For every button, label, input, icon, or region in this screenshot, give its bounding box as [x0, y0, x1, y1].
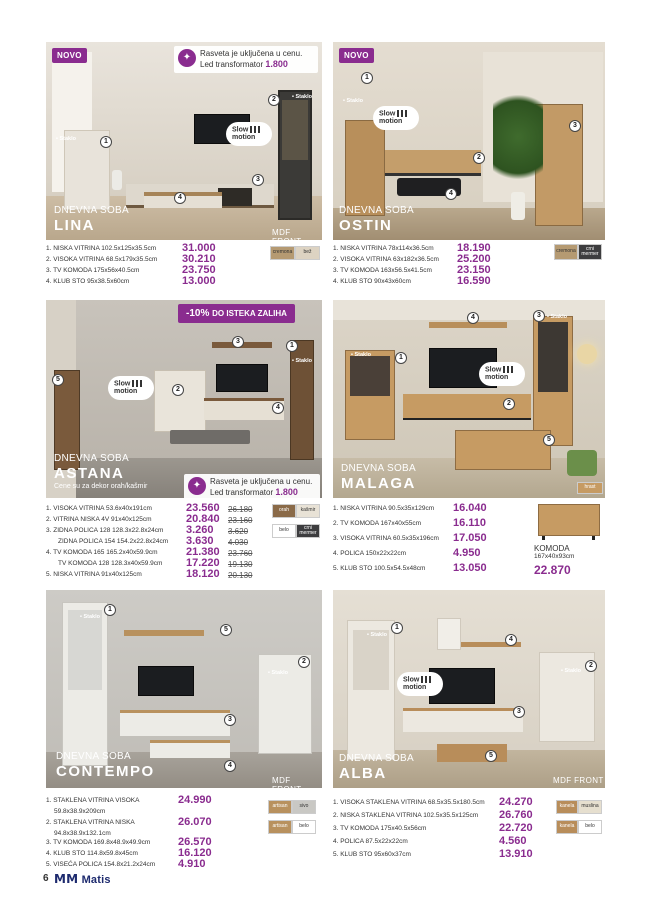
lighting-line1: Rasveta je uključena u cenu. — [200, 49, 303, 58]
marker-3: 3 — [569, 120, 581, 132]
marker-3: 3 — [513, 706, 525, 718]
list-item: 2. STAKLENA VITRINA NISKA 26.070 — [46, 816, 212, 828]
komoda-name: KOMODA — [534, 544, 570, 553]
page-number: 6 — [43, 873, 49, 884]
marker-5: 5 — [543, 434, 555, 446]
room-title — [341, 464, 416, 491]
mdf-front-label: MDF FRONT — [272, 228, 302, 246]
swatch: belo — [272, 524, 296, 538]
room-name: ASTANA — [54, 465, 125, 482]
marker-1: 1 — [361, 72, 373, 84]
swatch: artisan — [268, 800, 292, 814]
list-item: 4. TV KOMODA 165 165.2x40x59.9cm 21.380 23.760 — [46, 546, 253, 558]
list-item: 1. VISOKA STAKLENA VITRINA 68.5x35.5x180.5cm 24.270 — [333, 796, 533, 808]
logo-text: Matis — [81, 874, 111, 886]
room-title — [56, 752, 155, 779]
marker-1: 1 — [104, 604, 116, 616]
swatch: crni mermer — [578, 244, 602, 260]
mdf-front-label: MDF FRONT — [272, 776, 302, 794]
swatch: sivo — [292, 800, 316, 814]
marker-4: 4 — [272, 402, 284, 414]
swatch: cremona — [554, 244, 578, 260]
ostin-panel — [333, 42, 605, 240]
swatch: bež — [295, 246, 320, 260]
swatch: hrast — [577, 482, 603, 494]
komoda-price: 22.870 — [534, 563, 571, 577]
swatch: kanela — [556, 800, 578, 814]
marker-2: 2 — [503, 398, 515, 410]
staklo-label: • Staklo — [367, 632, 387, 638]
malaga-panel — [333, 300, 605, 498]
lightbulb-icon: ✦ — [188, 477, 206, 495]
room-subtitle: DNEVNA SOBA — [339, 753, 414, 764]
malaga-price-list — [333, 504, 533, 575]
slow-motion-badge: Slow motion — [226, 122, 272, 146]
lighting-included-note: ✦ Rasveta je uključena u cenu. Led transformator 1.800 — [184, 474, 320, 501]
staklo-label: • Staklo — [56, 136, 76, 142]
swatch: muslina — [578, 800, 602, 814]
list-item: 5. KLUB STO 100.5x54.5x48cm 13.050 — [333, 562, 487, 574]
swatch: crni mermer — [296, 524, 320, 538]
list-item: 2. NISKA STAKLENA VITRINA 102.5x35.5x125cm 26.760 — [333, 809, 533, 821]
marker-4: 4 — [174, 192, 186, 204]
lighting-price: 1.800 — [265, 59, 288, 69]
list-item: 3. ZIDNA POLICA 128 128.3x22.8x24cm 3.260 3.620 — [46, 524, 249, 536]
contempo-panel — [46, 590, 322, 794]
marker-4: 4 — [505, 634, 517, 646]
marker-2: 2 — [585, 660, 597, 672]
list-item: 2. VISOKA VITRINA 63x182x36.5cm 25.200 — [333, 253, 491, 265]
slow-motion-badge: Slow motion — [373, 106, 419, 130]
list-item: 4. POLICA 150x22x22cm 4.950 — [333, 547, 481, 559]
discount-banner — [178, 304, 295, 323]
komoda-product — [534, 500, 606, 584]
list-item: 3. TV KOMODA 163x56.5x41.5cm 23.150 — [333, 264, 491, 276]
staklo-label: • Staklo — [561, 668, 581, 674]
marker-1: 1 — [391, 622, 403, 634]
mdf-front-label: MDF FRONT — [553, 776, 604, 785]
lina-panel — [46, 42, 322, 246]
room-subtitle: DNEVNA SOBA — [54, 453, 129, 464]
list-item: 3. TV KOMODA 169.8x48.9x49.9cm 26.570 — [46, 836, 212, 848]
staklo-label: • Staklo — [547, 314, 567, 320]
swatch: kašmir — [296, 504, 320, 518]
room-name: ALBA — [339, 765, 387, 782]
astana-panel — [46, 300, 322, 498]
room-name: LINA — [54, 217, 95, 234]
room-title — [54, 206, 129, 233]
marker-4: 4 — [467, 312, 479, 324]
list-item: 4. KLUB STO 114.8x59.8x45cm 16.120 — [46, 847, 212, 859]
room-note: Cene su za dekor orah/kašmir — [54, 483, 148, 490]
novo-badge: NOVO — [339, 48, 374, 63]
marker-3: 3 — [232, 336, 244, 348]
list-item: 5. VISEĆA POLICA 154.8x21.2x24cm 4.910 — [46, 858, 206, 870]
list-item: 5. NISKA VITRINA 91x40x125cm 18.120 20.130 — [46, 568, 253, 580]
marker-5: 5 — [52, 374, 64, 386]
list-item: 4. KLUB STO 90x43x60cm 16.590 — [333, 275, 491, 287]
slow-motion-icon — [397, 110, 407, 117]
list-item: 3. TV KOMODA 175x40.5x56cm 22.720 — [333, 822, 533, 834]
marker-3: 3 — [224, 714, 236, 726]
staklo-label: • Staklo — [343, 98, 363, 104]
lighting-included-note — [174, 46, 318, 73]
list-item: 4. POLICA 87.5x22x22cm 4.560 — [333, 835, 527, 847]
lightbulb-icon: ✦ — [178, 49, 196, 67]
room-name: CONTEMPO — [56, 763, 155, 780]
list-item: 2. VISOKA VITRINA 68.5x179x35.5cm 30.210 — [46, 253, 216, 265]
list-item: 59.8x38.9x209cm — [54, 808, 106, 815]
marker-2: 2 — [172, 384, 184, 396]
staklo-label: • Staklo — [268, 670, 288, 676]
matis-logo — [54, 872, 111, 886]
list-item: 1. NISKA VITRINA 90.5x35x129cm 16.040 — [333, 502, 487, 514]
list-item: TV KOMODA 128 128.3x40x59.9cm 17.220 19.130 — [58, 557, 253, 569]
slow-motion-icon — [132, 380, 142, 387]
staklo-label: • Staklo — [292, 94, 312, 100]
marker-5: 5 — [485, 750, 497, 762]
room-name: OSTIN — [339, 217, 393, 234]
alba-panel — [333, 590, 605, 788]
marker-5: 5 — [220, 624, 232, 636]
staklo-label: • Staklo — [351, 352, 371, 358]
list-item: 1. STAKLENA VITRINA VISOKA 24.990 — [46, 794, 212, 806]
swatch: cremona — [270, 246, 295, 260]
list-item: 2. VITRINA NISKA 4V 91x40x125cm 20.840 23.160 — [46, 513, 253, 525]
slow-motion-badge: Slow motion — [108, 376, 154, 400]
marker-1: 1 — [286, 340, 298, 352]
list-item: 2. TV KOMODA 167x40x55cm 16.110 — [333, 517, 487, 529]
list-item: 5. KLUB STO 95x60x37cm 13.910 — [333, 848, 533, 860]
lighting-line2: Led transformator — [200, 60, 264, 69]
room-subtitle: DNEVNA SOBA — [54, 205, 129, 216]
list-item: 94.8x38.9x132.1cm — [54, 830, 111, 837]
discount-percent: -10% — [186, 308, 210, 319]
swatch: belo — [292, 820, 316, 834]
list-item: 3. VISOKA VITRINA 60.5x35x196cm 17.050 — [333, 532, 487, 544]
marker-4: 4 — [224, 760, 236, 772]
komoda-dims: 167x40x93cm — [534, 553, 575, 560]
room-title — [339, 206, 414, 233]
list-item: 3. TV KOMODA 175x56x40.5cm 23.750 — [46, 264, 216, 276]
marker-2: 2 — [473, 152, 485, 164]
room-title — [339, 754, 414, 781]
matis-logo-icon: ⅯⅯ — [54, 872, 79, 886]
marker-3: 3 — [252, 174, 264, 186]
slow-motion-icon — [250, 126, 260, 133]
marker-1: 1 — [100, 136, 112, 148]
room-subtitle: DNEVNA SOBA — [341, 463, 416, 474]
slow-motion-badge: Slow motion — [479, 362, 525, 386]
list-item: 1. NISKA VITRINA 78x114x36.5cm 18.190 — [333, 242, 491, 254]
room-subtitle: DNEVNA SOBA — [56, 751, 131, 762]
staklo-label: • Staklo — [292, 358, 312, 364]
room-name: MALAGA — [341, 475, 416, 492]
swatch: orah — [272, 504, 296, 518]
komoda-image — [538, 504, 600, 536]
swatch: artisan — [268, 820, 292, 834]
swatch: belo — [578, 820, 602, 834]
marker-2: 2 — [268, 94, 280, 106]
swatch: kanela — [556, 820, 578, 834]
discount-text: DO ISTEKA ZALIHA — [212, 309, 287, 318]
list-item: 4. KLUB STO 95x38.5x60cm 13.000 — [46, 275, 216, 287]
room-subtitle: DNEVNA SOBA — [339, 205, 414, 216]
list-item: 1. NISKA VITRINA 102.5x125x35.5cm 31.000 — [46, 242, 216, 254]
marker-4: 4 — [445, 188, 457, 200]
list-item: ZIDNA POLICA 154 154.2x22.8x24cm 3.630 4.030 — [58, 535, 249, 547]
list-item: 1. VISOKA VITRINA 53.6x40x191cm 23.560 26.180 — [46, 502, 253, 514]
marker-3: 3 — [533, 310, 545, 322]
slow-motion-icon — [503, 366, 513, 373]
slow-motion-badge: Slow motion — [397, 672, 443, 696]
novo-badge: NOVO — [52, 48, 87, 63]
marker-2: 2 — [298, 656, 310, 668]
alba-price-list — [333, 798, 553, 861]
room-title — [54, 454, 147, 490]
slow-motion-icon — [421, 676, 431, 683]
staklo-label: • Staklo — [80, 614, 100, 620]
marker-1: 1 — [395, 352, 407, 364]
